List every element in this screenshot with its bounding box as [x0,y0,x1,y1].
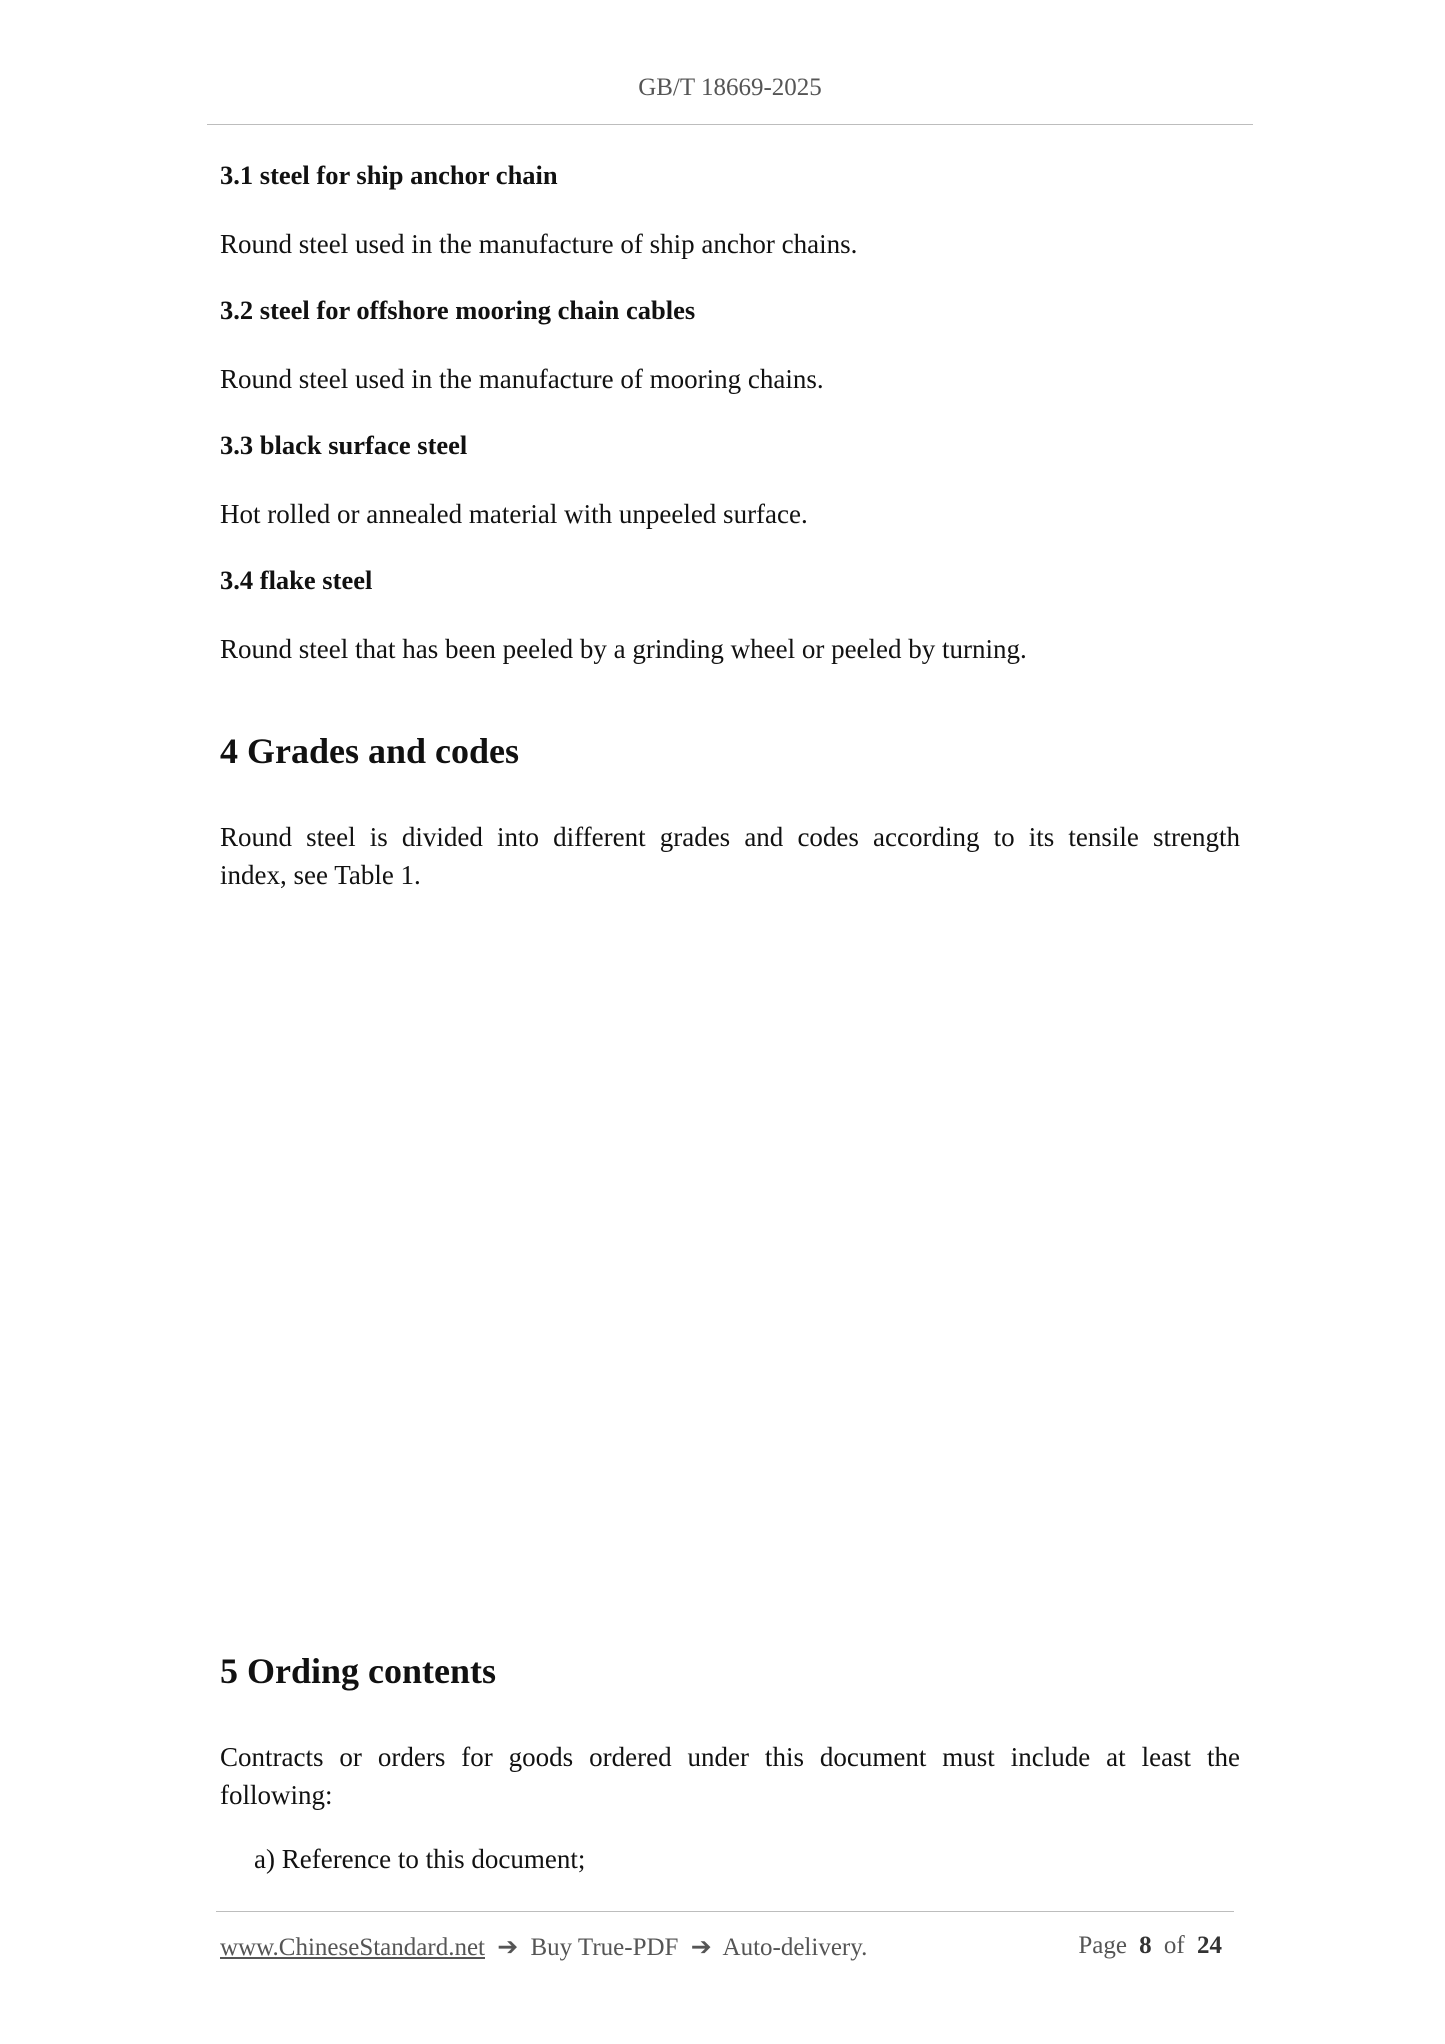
buy-true-pdf-text: Buy True-PDF [530,1934,679,1961]
section-4-body-line-1: Round steel is divided into different grades and codes according to its tensile strength [220,822,1240,852]
page-header [207,72,1253,125]
footer-promo [220,1932,867,1962]
page-number: 8 [1139,1932,1152,1959]
term-3-2-heading: 3.2 steel for offshore mooring chain cables [220,295,696,325]
site-link[interactable]: www.ChineseStandard.net [220,1934,485,1961]
term-3-2-definition: Round steel used in the manufacture of mooring chains. [220,364,824,394]
section-4-body-line-2: index, see Table 1. [220,860,421,890]
arrow-right-icon: ➔ [690,1934,712,1961]
term-3-1-heading: 3.1 steel for ship anchor chain [220,160,558,190]
section-4-body [220,818,1240,894]
page-indicator [1078,1932,1228,1960]
term-3-4-heading: 3.4 flake steel [220,565,373,595]
page-total: 24 [1197,1932,1222,1959]
arrow-right-icon: ➔ [497,1934,519,1961]
term-3-3-definition: Hot rolled or annealed material with unpeeled surface. [220,499,808,529]
document-code: GB/T 18669-2025 [638,74,822,101]
section-5-title: 5 Ording contents [220,1651,497,1691]
of-label: of [1163,1932,1185,1959]
term-3-4-definition: Round steel that has been peeled by a grinding wheel or peeled by turning. [220,634,1027,664]
section-5-body [220,1738,1240,1814]
term-3-3-heading: 3.3 black surface steel [220,430,468,460]
auto-delivery-text: Auto-delivery. [722,1934,868,1961]
term-3-1-definition: Round steel used in the manufacture of ship anchor chains. [220,229,858,259]
list-item-a: a) Reference to this document; [254,1844,586,1874]
section-5-body-line-1: Contracts or orders for goods ordered under this document must include at least the [220,1742,1240,1772]
section-5-body-line-2: following: [220,1780,333,1810]
page-label: Page [1078,1932,1127,1959]
section-4-title: 4 Grades and codes [220,731,520,771]
page-footer [216,1911,1234,1972]
